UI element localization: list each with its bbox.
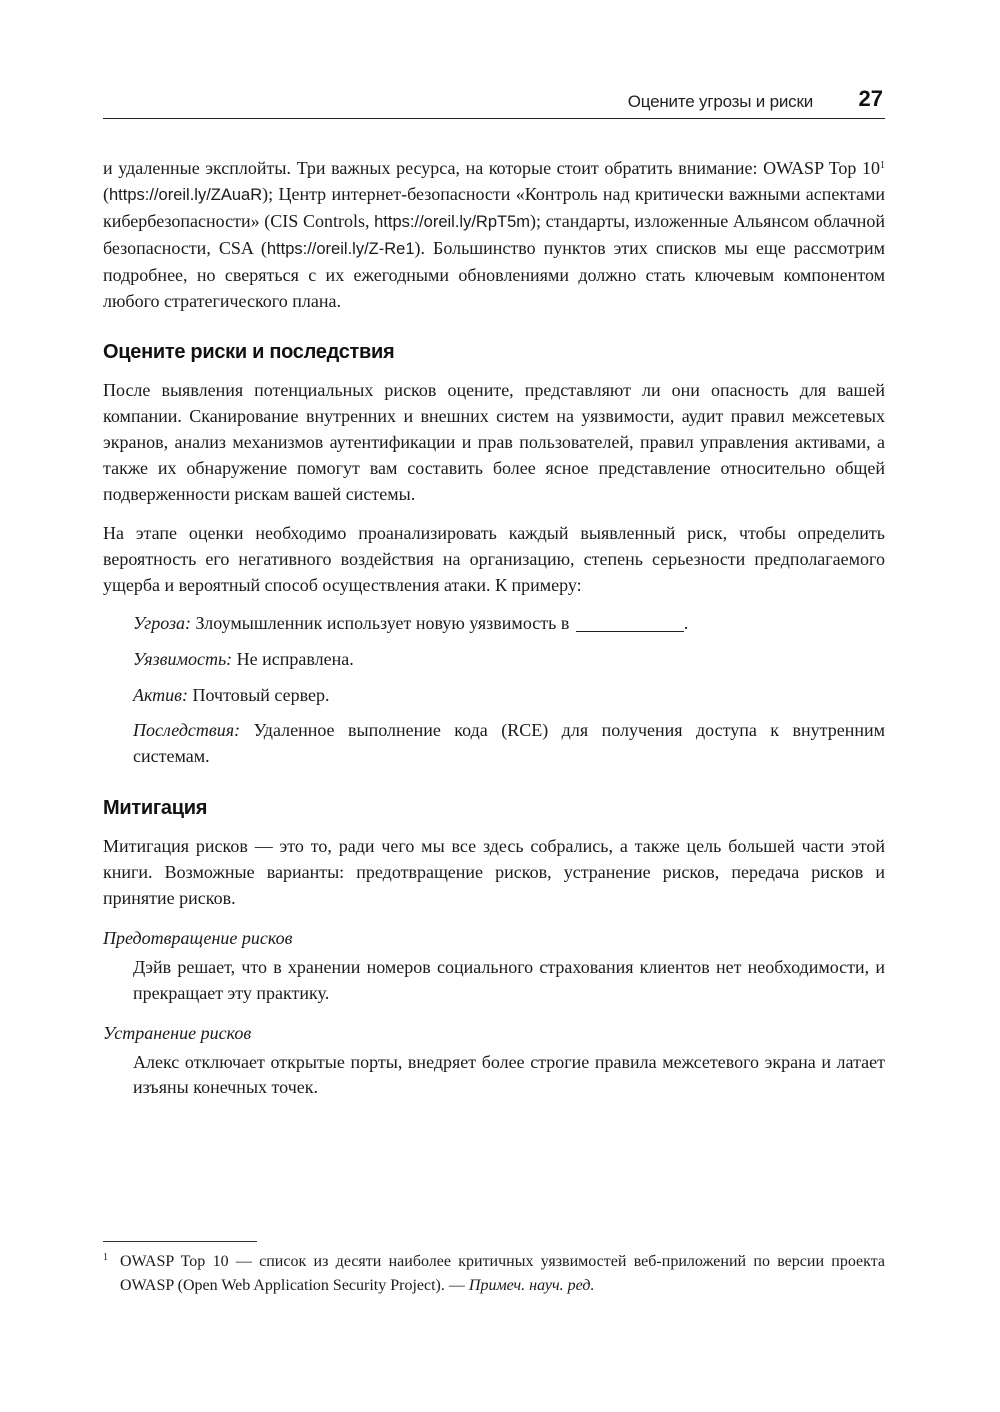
footnote-reference[interactable]: 1 (880, 160, 885, 171)
risks-paragraph-1: После выявления потенциальных рисков оцените, представляют ли они опасность для вашей компании. Сканирование внутренних и внешних систем на уязвимости, аудит правил межсетевых экранов, анализ механизмов аутентификации и прав пользователей, правил управления активами, а также их обнаружение помогут вам составить более ясное представление относительно общей подверженности рискам вашей системы. (103, 380, 885, 505)
intro-text-3: ); Центр интернет-безопасности «Контроль над критически важными аспектами кибербезопасности» (CIS Controls, (103, 183, 885, 231)
intro-text-2: ( (103, 183, 109, 204)
intro-paragraph (103, 156, 885, 314)
example-text: Не исправлена. (232, 648, 354, 669)
term-remediation: Устранение рисков (103, 1022, 252, 1043)
cis-link[interactable]: https://oreil.ly/RpT5m (374, 212, 531, 231)
example-threat (133, 611, 885, 637)
term-avoidance-description: Дэйв решает, что в хранении номеров социального страхования клиентов нет необходимости, и прекращает эту практику. (133, 956, 885, 1003)
example-label: Последствия: (133, 720, 241, 741)
section-heading-mitigation: Митигация (103, 797, 208, 820)
footnote-divider (103, 1241, 257, 1242)
example-label: Уязвимость: (133, 648, 233, 669)
footnote-text (120, 1250, 885, 1297)
example-consequences (133, 718, 885, 770)
footnote (103, 1250, 885, 1297)
intro-text-4: ); стандарты, изложенные Альянсом облачной безопасности, CSA ( (103, 210, 885, 258)
term-remediation-description: Алекс отключает открытые порты, внедряет более строгие правила межсетевого экрана и латает изъяны конечных точек. (133, 1051, 885, 1098)
running-header (103, 88, 885, 119)
example-label: Актив: (133, 684, 188, 705)
example-text: Злоумышленник использует новую уязвимость в (191, 612, 574, 633)
example-text: Удаленное выполнение кода (RCE) для получения доступа к внутренним системам. (133, 720, 885, 767)
example-label: Угроза: (133, 612, 192, 633)
mitigation-paragraph: Митигация рисков — это то, ради чего мы все здесь собрались, а также цель большей части этой книги. Возможные варианты: предотвращение рисков, устранение рисков, передача рисков и принятие рисков. (103, 836, 885, 909)
example-asset (133, 683, 885, 709)
footnote-body: OWASP Top 10 — список из десяти наиболее критичных уязвимостей веб-приложений по версии проекта OWASP (Open Web Application Security Project). — (120, 1253, 885, 1294)
csa-link[interactable]: https://oreil.ly/Z-Re1 (266, 239, 415, 258)
page-body (103, 156, 885, 1101)
example-vulnerability (133, 647, 885, 673)
section-heading-risks: Оцените риски и последствия (103, 341, 395, 364)
blank-line (576, 615, 684, 632)
intro-text-5: ). Большинство пунктов этих списков мы еще рассмотрим подробнее, но сверяться с их ежегодными обновлениями должно стать ключевым компонентом любого стратегического плана. (103, 237, 885, 311)
example-text: Почтовый сервер. (187, 684, 330, 705)
footnote-editor-note: Примеч. науч. ред. (468, 1276, 595, 1294)
term-avoidance: Предотвращение рисков (103, 927, 293, 948)
owasp-link[interactable]: https://oreil.ly/ZAuaR (109, 185, 263, 204)
footnote-mark: 1 (103, 1252, 108, 1263)
intro-text-1: и удаленные эксплойты. Три важных ресурса, на которые стоит обратить внимание: OWASP Top 10 (103, 158, 880, 178)
running-header-title: Оцените угрозы и риски (627, 92, 813, 111)
page-number: 27 (858, 86, 883, 111)
risks-paragraph-2: На этапе оценки необходимо проанализировать каждый выявленный риск, чтобы определить вероятность его негативного воздействия на организацию, степень серьезности предполагаемого ущерба и вероятный способ осуществления атаки. К примеру: (103, 522, 885, 595)
example-suffix: . (683, 612, 689, 633)
